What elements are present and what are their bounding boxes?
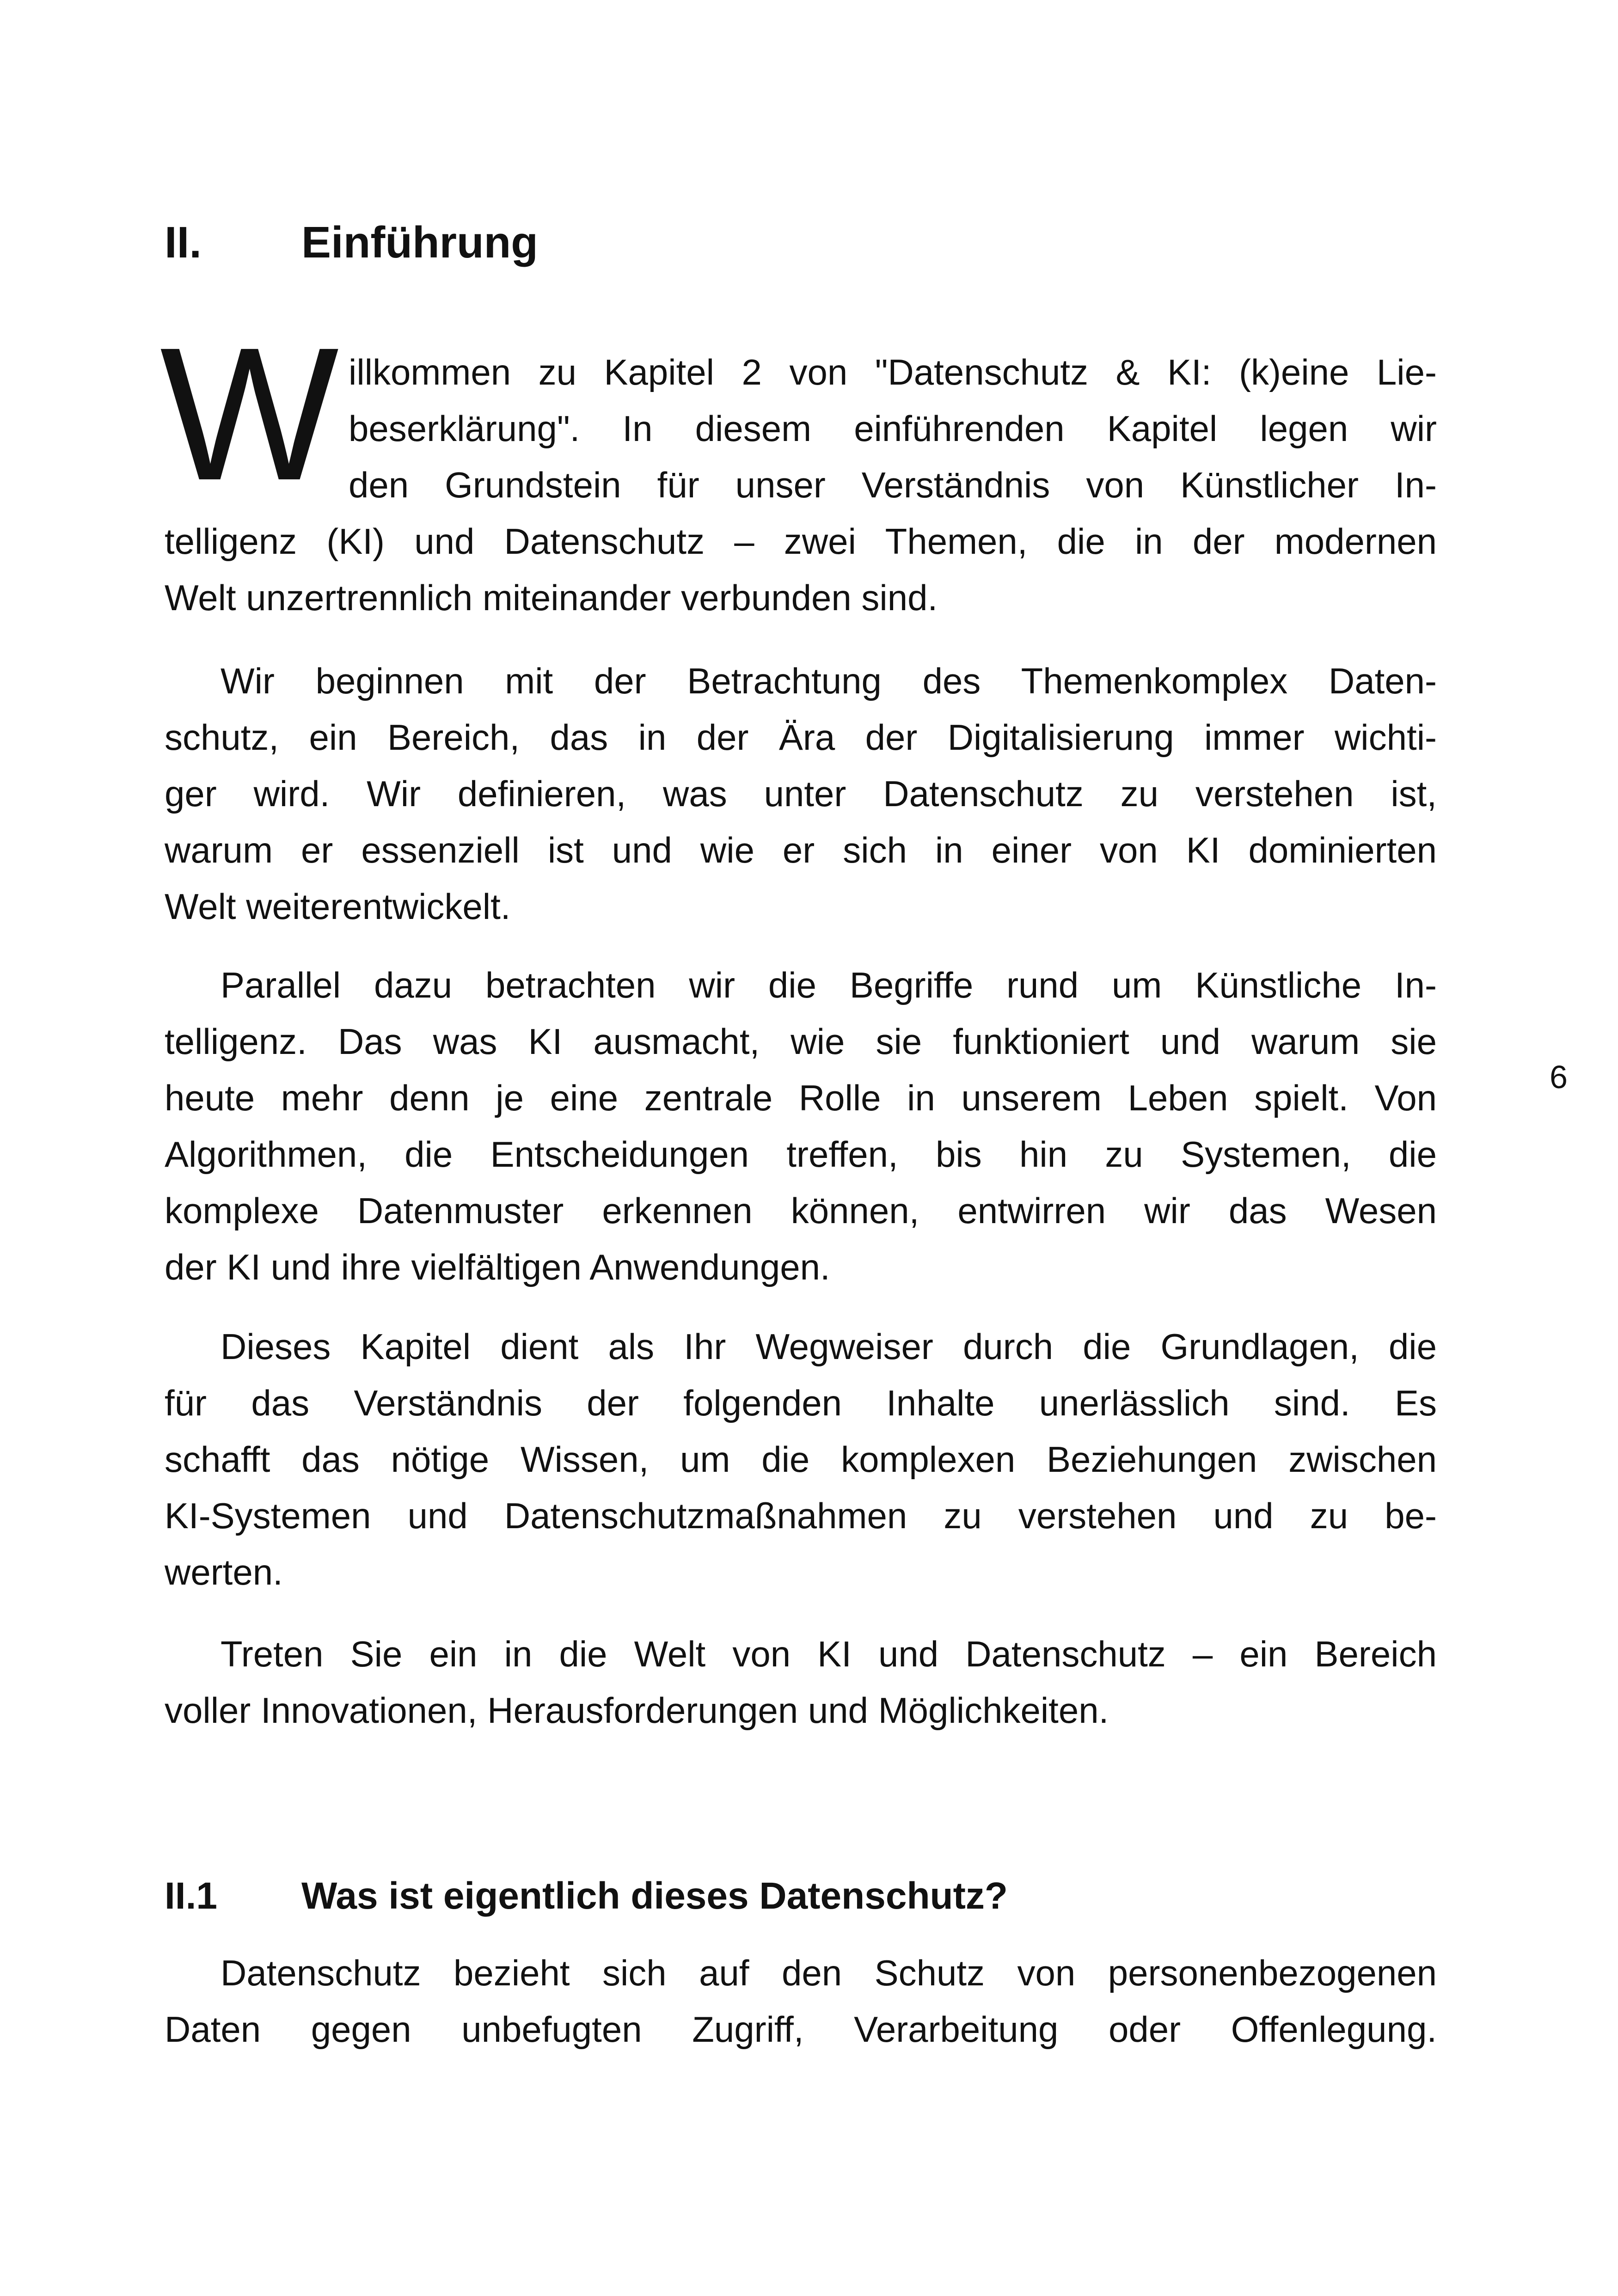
- text-line: ger wird. Wir definieren, was unter Datenschutz zu verstehen ist,: [165, 773, 1437, 814]
- text-line: Algorithmen, die Entscheidungen treffen, bis hin zu Systemen, die: [165, 1134, 1437, 1175]
- text-line: Daten gegen unbefugten Zugriff, Verarbeitung oder Offenlegung.: [165, 2009, 1437, 2050]
- chapter-title: Einführung: [301, 218, 538, 267]
- drop-cap: W: [160, 308, 339, 520]
- paragraph-4: [165, 1318, 1437, 1600]
- text-line: KI-Systemen und Datenschutzmaßnahmen zu verstehen und zu be-: [165, 1495, 1437, 1536]
- text-line: schafft das nötige Wissen, um die komplexen Beziehungen zwischen: [165, 1439, 1437, 1480]
- page-number: 6: [1550, 1059, 1568, 1095]
- text-line: telligenz (KI) und Datenschutz – zwei Themen, die in der modernen: [165, 521, 1437, 562]
- text-line: Datenschutz bezieht sich auf den Schutz von personenbezogenen: [221, 1953, 1437, 1993]
- text-line: Wir beginnen mit der Betrachtung des Themenkomplex Daten-: [221, 661, 1437, 701]
- text-line: Welt unzertrennlich miteinander verbunden sind.: [165, 577, 938, 618]
- text-line: Welt weiterentwickelt.: [165, 886, 511, 927]
- text-line: der KI und ihre vielfältigen Anwendungen.: [165, 1247, 830, 1287]
- text-line: warum er essenziell ist und wie er sich in einer von KI dominierten: [165, 830, 1437, 870]
- section-number: II.1: [165, 1875, 217, 1917]
- text-line: illkommen zu Kapitel 2 von "Datenschutz & KI: (k)eine Lie-: [349, 352, 1437, 392]
- paragraph-section: [165, 1945, 1437, 2057]
- text-line: telligenz. Das was KI ausmacht, wie sie funktioniert und warum sie: [165, 1021, 1437, 1062]
- text-line: voller Innovationen, Herausforderungen und Möglichkeiten.: [165, 1690, 1109, 1731]
- paragraph-5: [165, 1626, 1437, 1739]
- paragraph-intro: [165, 344, 1437, 626]
- text-line: heute mehr denn je eine zentrale Rolle in unserem Leben spielt. Von: [165, 1078, 1437, 1118]
- chapter-number: II.: [165, 218, 202, 267]
- text-line: beserklärung". In diesem einführenden Kapitel legen wir: [349, 408, 1437, 449]
- section-title: Was ist eigentlich dieses Datenschutz?: [301, 1875, 1008, 1917]
- text-line: schutz, ein Bereich, das in der Ära der Digitalisierung immer wichti-: [165, 717, 1437, 758]
- text-line: komplexe Datenmuster erkennen können, entwirren wir das Wesen: [165, 1190, 1437, 1231]
- text-line: werten.: [165, 1552, 283, 1592]
- text-line: für das Verständnis der folgenden Inhalte unerlässlich sind. Es: [165, 1383, 1437, 1423]
- text-line: den Grundstein für unser Verständnis von Künstlicher In-: [349, 465, 1437, 505]
- text-line: Treten Sie ein in die Welt von KI und Datenschutz – ein Bereich: [221, 1634, 1437, 1674]
- text-line: Parallel dazu betrachten wir die Begriffe rund um Künstliche In-: [221, 965, 1437, 1005]
- paragraph-3: [165, 957, 1437, 1295]
- text-line: Dieses Kapitel dient als Ihr Wegweiser durch die Grundlagen, die: [221, 1326, 1437, 1367]
- paragraph-2: [165, 653, 1437, 935]
